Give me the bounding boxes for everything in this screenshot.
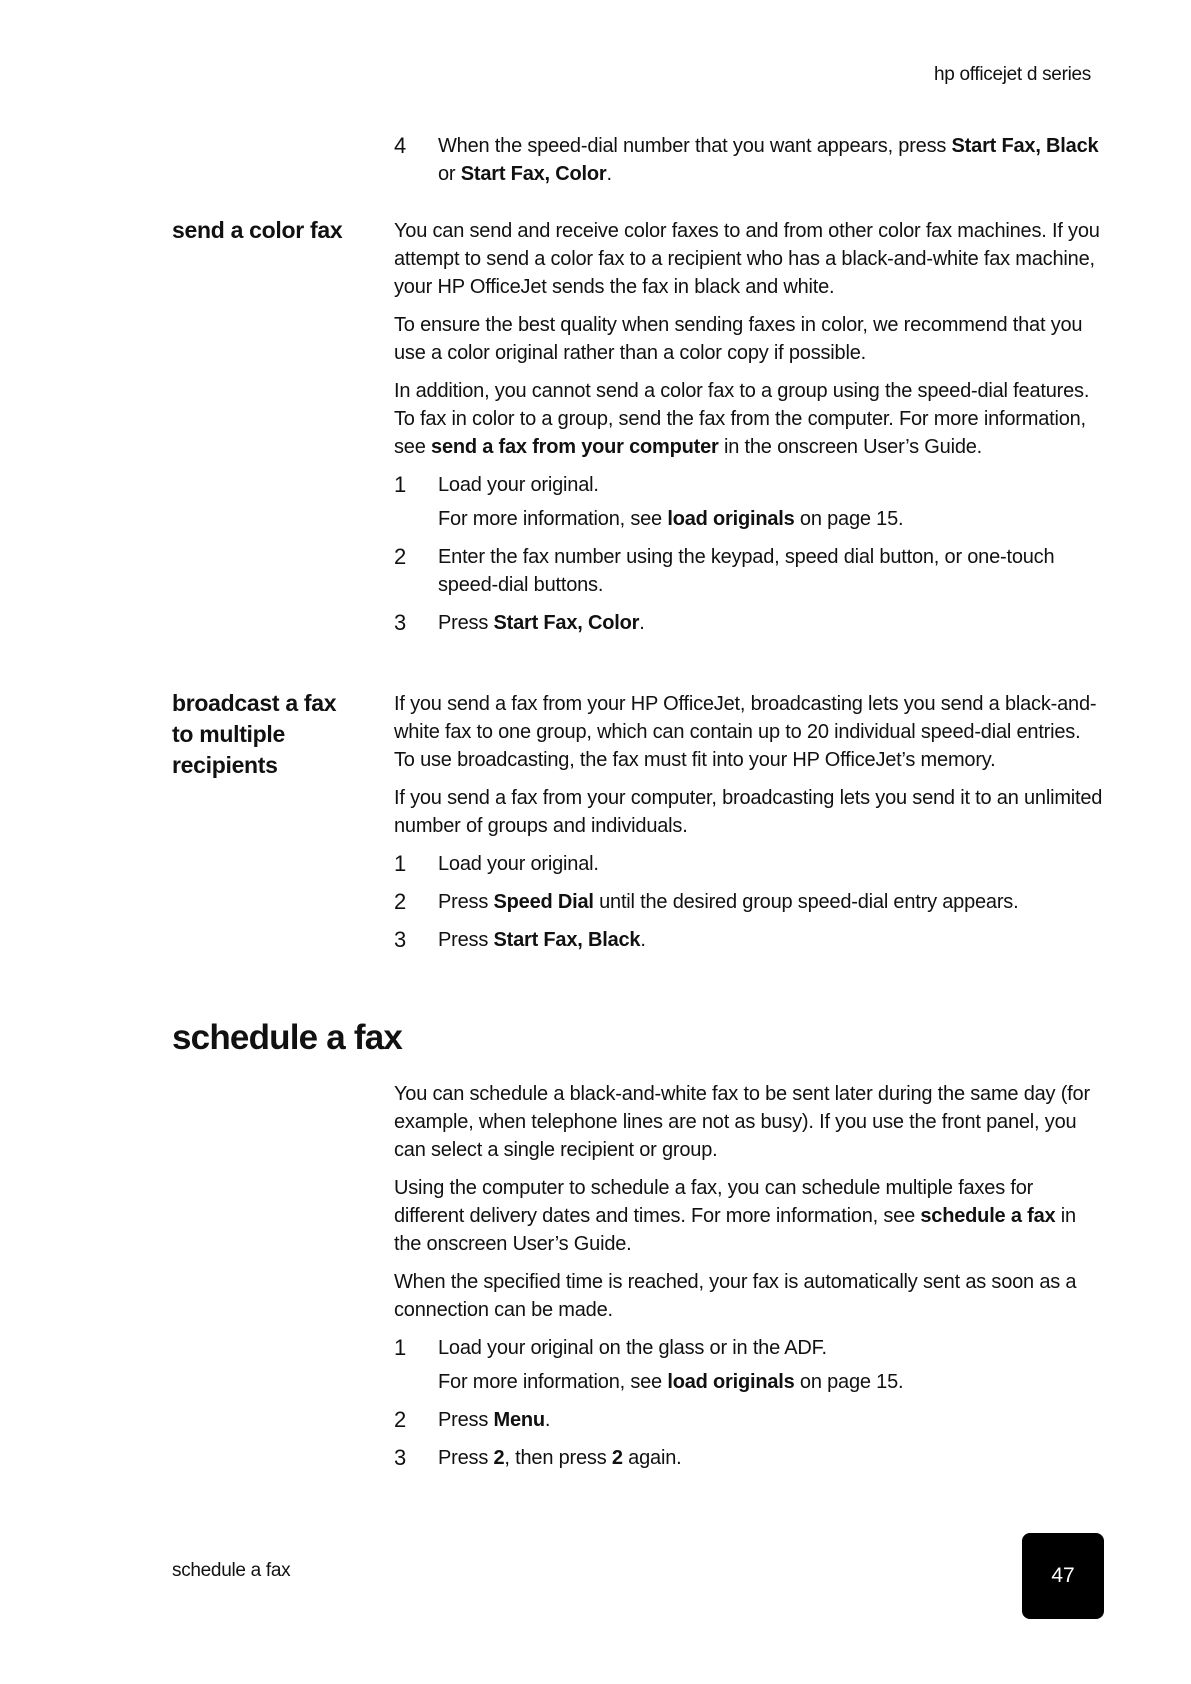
- step-2: [394, 543, 1104, 599]
- step-1: [394, 471, 1104, 533]
- step-3: [394, 1444, 1104, 1472]
- broadcast-body: [394, 690, 1104, 964]
- key-2-label: 2: [493, 1447, 505, 1469]
- schedule-fax-title: schedule a fax: [172, 1018, 403, 1057]
- step-number: 2: [394, 889, 407, 914]
- step-subnote: [438, 505, 1104, 533]
- send-color-fax-heading: send a color fax: [172, 217, 343, 243]
- step-text: until the desired group speed-dial entry appears.: [593, 891, 1019, 913]
- crossref-schedule-a-fax: schedule a fax: [920, 1205, 1056, 1227]
- step-text: Press: [438, 929, 494, 951]
- step-text: Press: [438, 612, 494, 634]
- key-2-label: 2: [611, 1447, 623, 1469]
- running-header: hp officejet d series: [933, 64, 1091, 85]
- paragraph: [394, 377, 1104, 461]
- schedule-fax-body: [394, 1080, 1104, 1482]
- step-3: [394, 926, 1104, 954]
- start-fax-black-label: Start Fax, Black: [493, 929, 641, 951]
- step-text: When the speed-dial number that you want appears, press: [438, 135, 952, 157]
- speed-dial-label: Speed Dial: [493, 891, 594, 913]
- crossref-load-originals: load originals: [667, 508, 795, 530]
- start-fax-black-label: Start Fax, Black: [951, 135, 1099, 157]
- start-fax-color-label: Start Fax, Color: [460, 163, 607, 185]
- step-subnote: [438, 1368, 1104, 1396]
- step-number: 4: [394, 133, 407, 158]
- step-number: 1: [394, 1335, 407, 1360]
- step-text: , then press: [504, 1447, 612, 1469]
- footer-section-label: schedule a fax: [172, 1560, 291, 1581]
- start-fax-color-label: Start Fax, Color: [493, 612, 640, 634]
- paragraph: If you send a fax from your computer, broadcasting lets you send it to an unlimited number of groups and individuals.: [394, 787, 1103, 837]
- step-text: .: [640, 929, 646, 951]
- paragraph: You can send and receive color faxes to and from other color fax machines. If you attempt to send a color fax to a recipient who has a black-and-white fax machine, your HP OfficeJet sends the fax in black and white.: [394, 220, 1100, 298]
- text: Using the computer to schedule a fax, you can schedule multiple faxes for different delivery dates and times. For more information, see: [394, 1177, 1034, 1227]
- heading-line: recipients: [172, 752, 278, 778]
- heading-line: broadcast a fax: [172, 690, 337, 716]
- step-text: Press: [438, 891, 494, 913]
- heading-line: to multiple: [172, 721, 285, 747]
- paragraph: If you send a fax from your HP OfficeJet, broadcasting lets you send a black-and-white fax to one group, which can contain up to 20 individual speed-dial entries. To use broadcasting, the fax must fit into your HP OfficeJet’s memory.: [394, 693, 1097, 771]
- text: on page 15.: [794, 508, 904, 530]
- step-number: 2: [394, 1407, 407, 1432]
- step-number: 3: [394, 610, 407, 635]
- text: in the onscreen User’s Guide.: [394, 1205, 1076, 1255]
- text: In addition, you cannot send a color fax to a group using the speed-dial features. To fax in color to a group, send the fax from the computer. For more information, see: [394, 380, 1090, 458]
- step-number: 3: [394, 927, 407, 952]
- step-2: [394, 888, 1104, 916]
- crossref-send-fax-from-computer: send a fax from your computer: [431, 436, 719, 458]
- step-text: Load your original.: [438, 474, 599, 496]
- step-number: 3: [394, 1445, 407, 1470]
- menu-label: Menu: [493, 1409, 545, 1431]
- text: on page 15.: [794, 1371, 904, 1393]
- paragraph: To ensure the best quality when sending faxes in color, we recommend that you use a color original rather than a color copy if possible.: [394, 314, 1083, 364]
- step-text: .: [639, 612, 645, 634]
- step-number: 2: [394, 544, 407, 569]
- step-text: Press: [438, 1409, 494, 1431]
- paragraph: You can schedule a black-and-white fax to be sent later during the same day (for example, when telephone lines are not as busy). If you use the front panel, you can select a single recipient or group.: [394, 1083, 1090, 1161]
- step-number: 1: [394, 851, 407, 876]
- step-text: .: [606, 163, 612, 185]
- page-number-badge: 47: [1022, 1533, 1104, 1619]
- step-text: Load your original.: [438, 853, 599, 875]
- step-2: [394, 1406, 1104, 1434]
- step-text: again.: [622, 1447, 682, 1469]
- step-text: or: [438, 163, 461, 185]
- step-number: 1: [394, 472, 407, 497]
- step-text: Load your original on the glass or in the ADF.: [438, 1337, 827, 1359]
- paragraph: When the specified time is reached, your fax is automatically sent as soon as a connection can be made.: [394, 1271, 1077, 1321]
- top-step-block: [394, 132, 1104, 198]
- paragraph: [394, 1174, 1104, 1258]
- broadcast-heading: [172, 688, 372, 781]
- step-1: [394, 1334, 1104, 1396]
- step-3: [394, 609, 1104, 637]
- step-4: [394, 132, 1104, 188]
- crossref-load-originals: load originals: [667, 1371, 795, 1393]
- step-text: Enter the fax number using the keypad, speed dial button, or one-touch speed-dial buttons.: [438, 546, 1055, 596]
- step-text: .: [544, 1409, 551, 1431]
- step-1: [394, 850, 1104, 878]
- text: in the onscreen User’s Guide.: [718, 436, 983, 458]
- step-text: Press: [438, 1447, 494, 1469]
- text: For more information, see: [438, 508, 668, 530]
- text: For more information, see: [438, 1371, 668, 1393]
- send-color-fax-body: [394, 217, 1104, 647]
